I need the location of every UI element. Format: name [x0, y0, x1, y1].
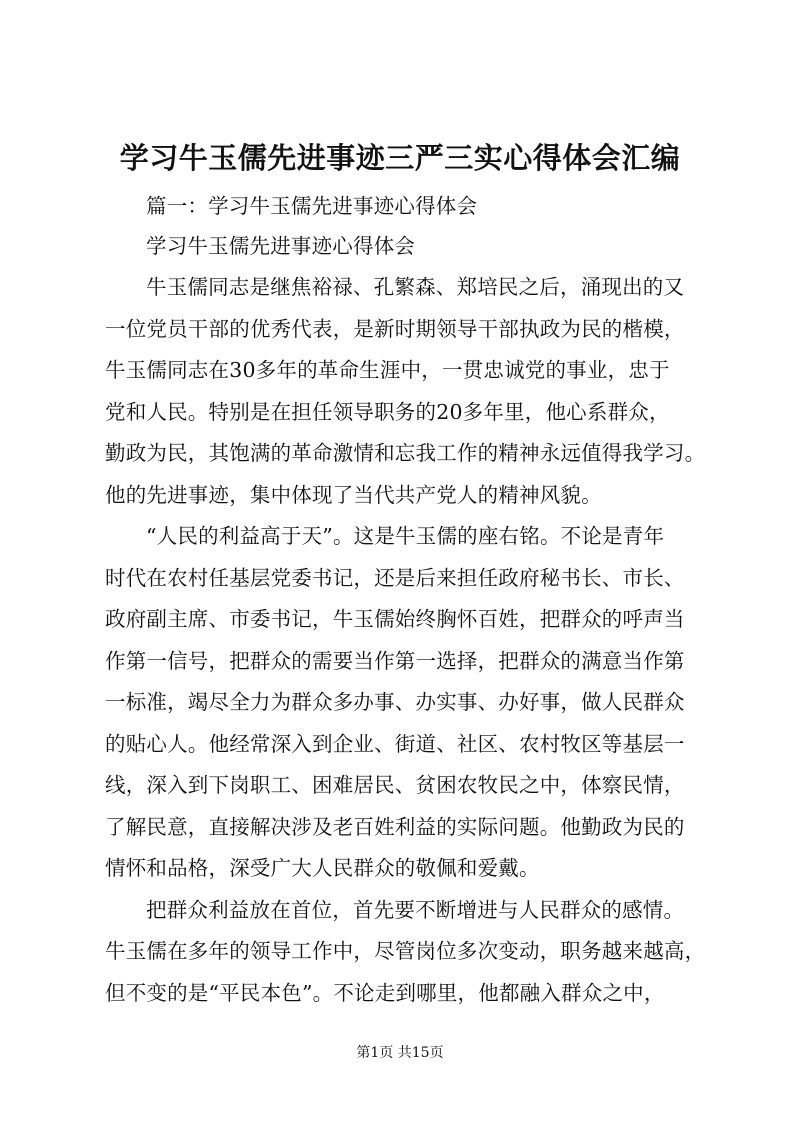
paragraph-line: 党和人民。特别是在担任领导职务的20多年里，他心系群众， — [105, 400, 670, 424]
paragraph-line: 他的先进事迹，集中体现了当代共产党人的精神风貌。 — [105, 483, 602, 507]
paragraph-line: 把群众利益放在首位，首先要不断增进与人民群众的感情。 — [146, 898, 685, 922]
paragraph-line: 牛玉儒同志在30多年的革命生涯中，一贯忠诚党的事业，忠于 — [105, 358, 670, 382]
section-heading: 篇一：学习牛玉儒先进事迹心得体会 — [146, 194, 478, 218]
paragraph-line: 一标准，竭尽全力为群众多办事、办实事、办好事，做人民群众 — [105, 690, 685, 714]
paragraph-line: “人民的利益高于天”。这是牛玉儒的座右铭。不论是青年 — [146, 524, 665, 548]
section-subheading: 学习牛玉儒先进事迹心得体会 — [146, 234, 416, 258]
paragraph-line: 作第一信号，把群众的需要当作第一选择，把群众的满意当作第 — [105, 649, 685, 673]
paragraph-line: 牛玉儒在多年的领导工作中，尽管岗位多次变动，职务越来越高， — [105, 939, 706, 963]
paragraph-line: 的贴心人。他经常深入到企业、街道、社区、农村牧区等基层一 — [105, 732, 685, 756]
paragraph-line: 时代在农村任基层党委书记，还是后来担任政府秘书长、市长、 — [105, 566, 685, 590]
paragraph-line: 政府副主席、市委书记，牛玉儒始终胸怀百姓，把群众的呼声当 — [105, 607, 685, 631]
paragraph-line: 一位党员干部的优秀代表，是新时期领导干部执政为民的楷模， — [105, 317, 685, 341]
paragraph-line: 线，深入到下岗职工、困难居民、贫困农牧民之中，体察民情， — [105, 773, 685, 797]
document-title: 学习牛玉儒先进事迹三严三实心得体会汇编 — [119, 141, 681, 175]
paragraph-line: 牛玉儒同志是继焦裕禄、孔繁森、郑培民之后，涌现出的又 — [146, 275, 685, 299]
paragraph-line: 情怀和品格，深受广大人民群众的敬佩和爱戴。 — [105, 856, 540, 880]
paragraph-line: 但不变的是“平民本色”。不论走到哪里，他都融入群众之中， — [105, 981, 665, 1005]
paragraph-line: 勤政为民，其饱满的革命激情和忘我工作的精神永远值得我学习。 — [105, 441, 706, 465]
page-indicator: 第1页 共15页 — [356, 1045, 444, 1061]
paragraph-line: 了解民意，直接解决涉及老百姓利益的实际问题。他勤政为民的 — [105, 815, 685, 839]
